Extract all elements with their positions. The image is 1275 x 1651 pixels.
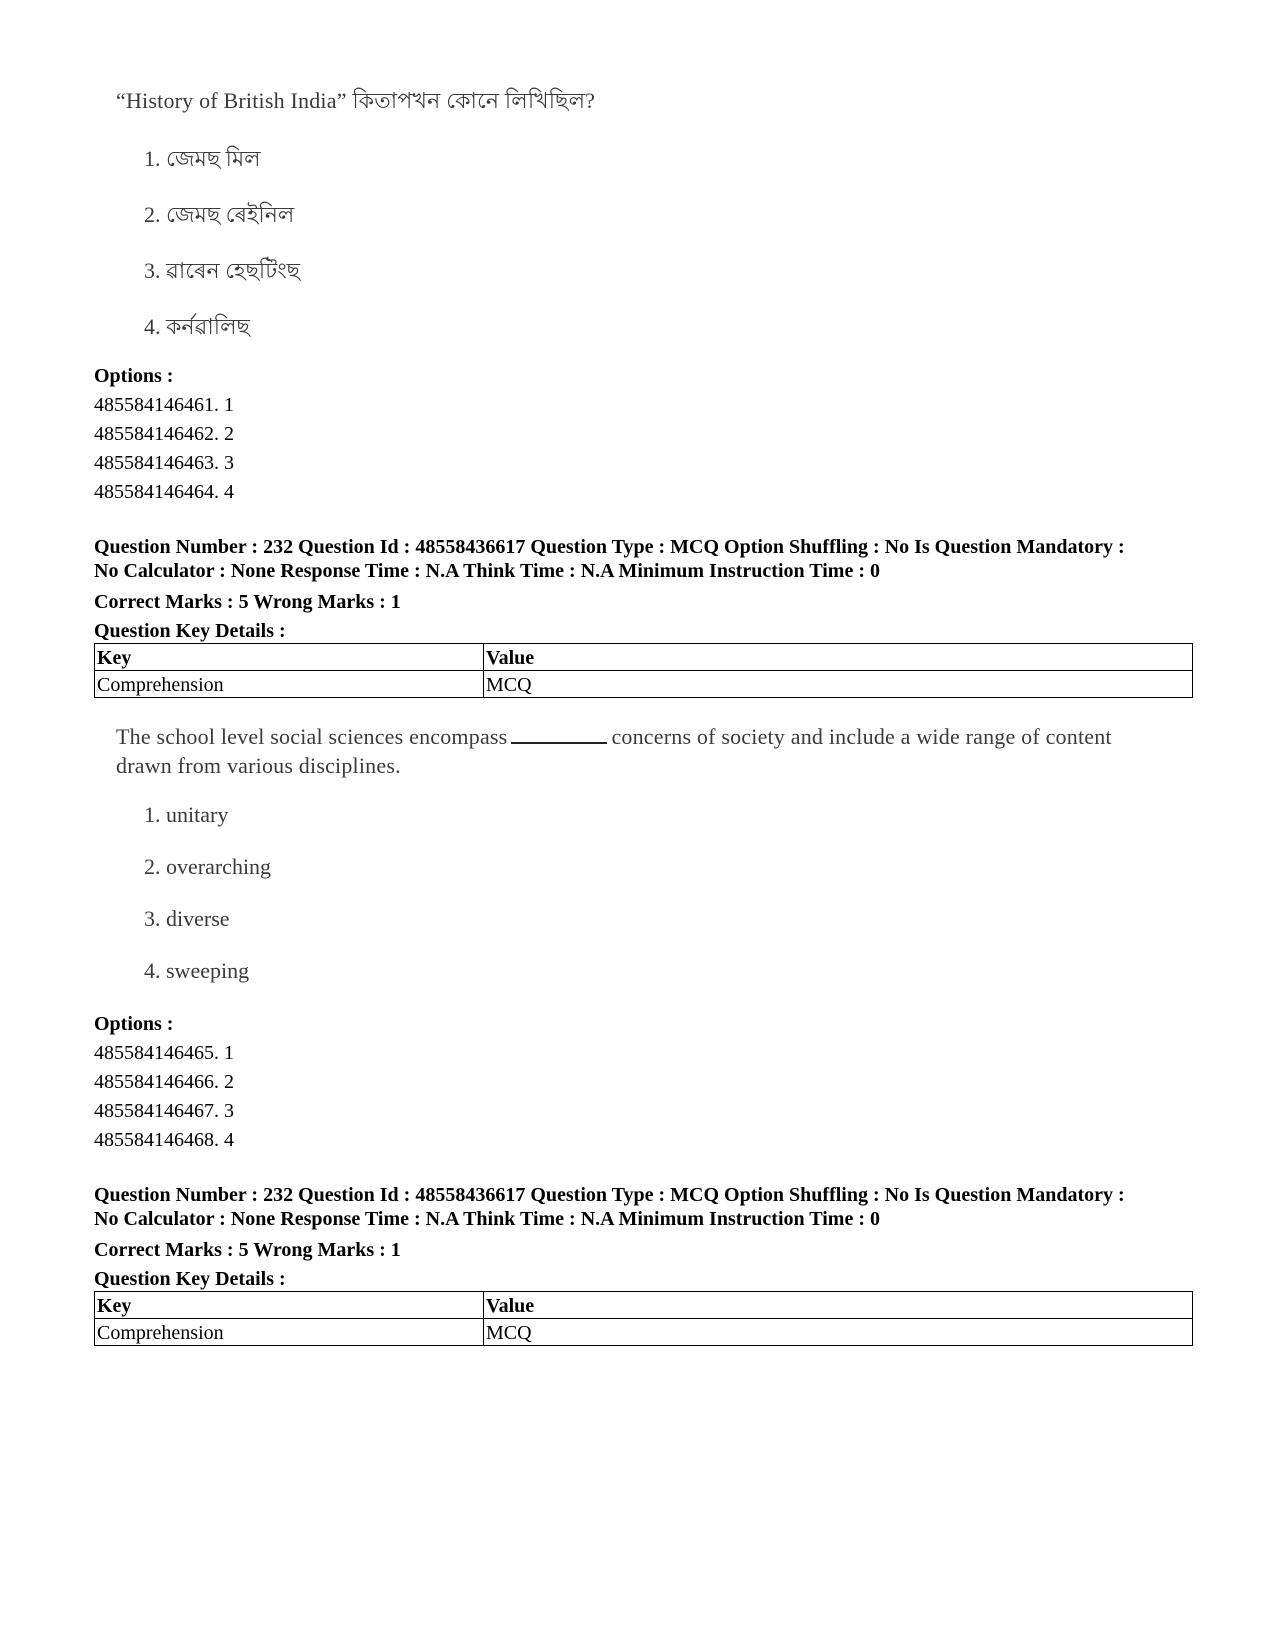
question-option: 2. overarching [144, 854, 272, 879]
question-stem [116, 86, 1016, 115]
question-meta [94, 1183, 1194, 1294]
question-meta [94, 535, 1194, 646]
question-option: 3. diverse [144, 906, 230, 931]
options-heading: Options : [94, 1013, 174, 1035]
table-cell-value: MCQ [484, 671, 1193, 698]
question-stem [116, 722, 1126, 780]
key-details-table [94, 643, 1193, 698]
stem-assamese-text: কিতাপখন কোনে লিখিছিল? [352, 88, 596, 113]
table-cell-key: Comprehension [95, 1319, 484, 1346]
table-header-row [95, 644, 1193, 671]
options-heading: Options : [94, 365, 174, 387]
table-header-value: Value [484, 644, 1193, 671]
table-cell-value: MCQ [484, 1319, 1193, 1346]
meta-line-2: No Calculator : None Response Time : N.A Think Time : N.A Minimum Instruction Time : 0 [94, 560, 880, 582]
option-id-line: 485584146466. 2 [94, 1071, 234, 1093]
table-header-key: Key [95, 1292, 484, 1319]
option-id-line: 485584146467. 3 [94, 1100, 234, 1122]
question-option: 1. জেমছ মিল [144, 146, 261, 171]
option-id-line: 485584146468. 4 [94, 1129, 234, 1151]
meta-line-2: No Calculator : None Response Time : N.A Think Time : N.A Minimum Instruction Time : 0 [94, 1208, 880, 1230]
table-header-value: Value [484, 1292, 1193, 1319]
table-cell-key: Comprehension [95, 671, 484, 698]
option-id-line: 485584146464. 4 [94, 481, 234, 503]
options-block [94, 1010, 234, 1155]
option-id-line: 485584146465. 1 [94, 1042, 234, 1064]
question-option: 1. unitary [144, 802, 229, 827]
option-id-line: 485584146461. 1 [94, 394, 234, 416]
table-header-key: Key [95, 644, 484, 671]
question-image-231 [116, 86, 1016, 356]
meta-line-1: Question Number : 232 Question Id : 48558436617 Question Type : MCQ Option Shuffling : No Is Question Mandatory : [94, 536, 1125, 558]
stem-english-title: “History of British India” [116, 88, 347, 113]
options-block [94, 362, 234, 507]
key-details-table [94, 1291, 1193, 1346]
question-option: 3. ৱাৰেন হেছটিংছ [144, 258, 301, 283]
marks-line: Correct Marks : 5 Wrong Marks : 1 [94, 591, 401, 613]
meta-line-1: Question Number : 232 Question Id : 48558436617 Question Type : MCQ Option Shuffling : No Is Question Mandatory : [94, 1184, 1125, 1206]
fill-in-blank [511, 726, 607, 744]
question-option: 4. কৰ্নৱালিছ [144, 314, 250, 339]
stem-text-line-2: drawn from various disciplines. [116, 753, 401, 778]
question-image-232 [116, 722, 1126, 992]
table-row [95, 671, 1193, 698]
option-id-line: 485584146463. 3 [94, 452, 234, 474]
question-option: 4. sweeping [144, 958, 250, 983]
key-details-heading: Question Key Details : [94, 1268, 286, 1290]
stem-text-part-1: The school level social sciences encompass [116, 724, 508, 749]
table-row [95, 1319, 1193, 1346]
key-details-heading: Question Key Details : [94, 620, 286, 642]
option-id-line: 485584146462. 2 [94, 423, 234, 445]
table-header-row [95, 1292, 1193, 1319]
marks-line: Correct Marks : 5 Wrong Marks : 1 [94, 1239, 401, 1261]
question-option: 2. জেমছ ৰেইনিল [144, 202, 295, 227]
stem-text-part-2: concerns of society and include a wide range of content [611, 724, 1112, 749]
